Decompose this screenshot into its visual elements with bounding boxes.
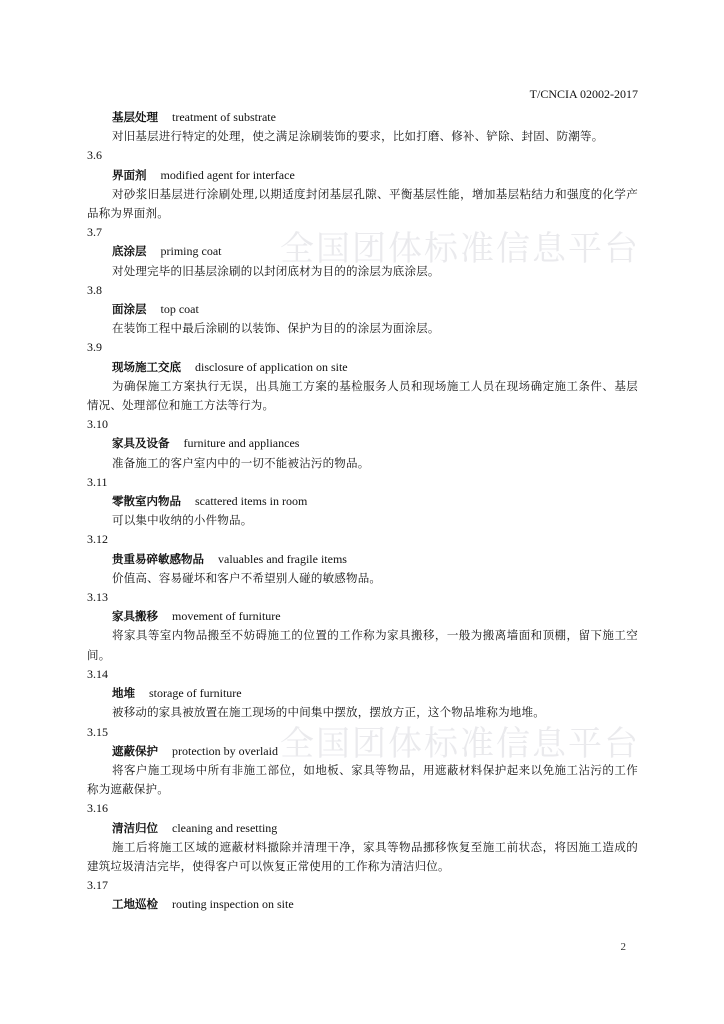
definition-entry [87, 338, 638, 415]
term-line [87, 300, 638, 319]
term-english: valuables and fragile items [218, 551, 347, 566]
definition-entry [87, 588, 638, 665]
page-number: 2 [620, 941, 626, 953]
term-line [87, 742, 638, 761]
definition-entry [87, 723, 638, 800]
term-definition: 将家具等室内物品搬至不妨碍施工的位置的工作称为家具搬移，一般为搬离墙面和顶棚，留下施工空间。 [87, 628, 638, 662]
term-definition: 对旧基层进行特定的处理，使之满足涂刷装饰的要求，比如打磨、修补、铲除、封固、防潮等。 [112, 129, 604, 144]
definition-entry [87, 530, 638, 588]
term-definition: 价值高、容易碰坏和客户不希望别人碰的敏感物品。 [112, 570, 382, 585]
term-chinese: 贵重易碎敏感物品 [112, 551, 204, 566]
clause-number: 3.8 [87, 282, 102, 297]
term-definition: 为确保施工方案执行无误，出具施工方案的基检服务人员和现场施工人员在现场确定施工条件、基层情况、处理部位和施工方法等行为。 [87, 378, 638, 413]
term-english: cleaning and resetting [172, 820, 278, 835]
term-definition: 对砂浆旧基层进行涂刷处理,以期适度封闭基层孔隙、平衡基层性能，增加基层粘结力和强度的化学产品称为界面剂。 [87, 186, 638, 221]
term-definition: 在装饰工程中最后涂刷的以装饰、保护为目的的涂层为面涂层。 [112, 321, 440, 336]
term-definition: 可以集中收纳的小件物品。 [112, 513, 253, 528]
clause-number: 3.14 [87, 666, 108, 681]
term-chinese: 底涂层 [112, 244, 147, 259]
term-definition: 将客户施工现场中所有非施工部位，如地板、家具等物品，用遮蔽材料保护起来以免施工沾污的工作称为遮蔽保护。 [87, 762, 638, 797]
clause-number: 3.13 [87, 590, 108, 605]
clause-number: 3.7 [87, 225, 102, 240]
document-code: T/CNCIA 02002-2017 [529, 87, 638, 101]
term-chinese: 家具及设备 [112, 436, 170, 451]
term-chinese: 基层处理 [112, 110, 158, 124]
definition-entry [87, 223, 638, 281]
term-english: modified agent for interface [160, 167, 295, 182]
term-chinese: 面涂层 [112, 302, 147, 317]
term-chinese: 遮蔽保护 [112, 743, 158, 758]
term-chinese: 清洁归位 [112, 820, 158, 835]
term-line [87, 607, 638, 626]
definitions-list [87, 108, 638, 915]
term-chinese: 工地巡检 [112, 897, 158, 912]
term-chinese: 现场施工交底 [112, 359, 181, 374]
term-line [87, 434, 638, 453]
clause-number: 3.11 [87, 474, 108, 489]
term-english: storage of furniture [149, 686, 242, 701]
definition-entry [87, 108, 638, 146]
term-chinese: 界面剂 [112, 167, 147, 182]
term-chinese: 地堆 [112, 686, 135, 701]
term-english: routing inspection on site [172, 897, 294, 912]
term-line [87, 895, 638, 914]
term-line [87, 684, 638, 703]
clause-number: 3.6 [87, 148, 102, 163]
definition-entry [87, 876, 638, 914]
term-definition: 对处理完毕的旧基层涂刷的以封闭底材为目的的涂层为底涂层。 [112, 263, 440, 278]
term-definition: 准备施工的客户室内中的一切不能被沾污的物品。 [112, 455, 370, 470]
term-line [87, 550, 638, 569]
term-english: furniture and appliances [183, 436, 300, 451]
term-line [87, 166, 638, 185]
term-line [87, 492, 638, 511]
clause-number: 3.16 [87, 801, 108, 816]
term-chinese: 零散室内物品 [112, 494, 181, 509]
term-english: protection by overlaid [172, 743, 278, 758]
term-line [87, 358, 638, 377]
term-chinese: 家具搬移 [112, 609, 158, 624]
clause-number: 3.12 [87, 532, 108, 547]
definition-entry [87, 146, 638, 223]
clause-number: 3.15 [87, 724, 108, 739]
clause-number: 3.10 [87, 417, 108, 432]
term-english: top coat [160, 302, 199, 317]
clause-number: 3.9 [87, 340, 102, 355]
term-line [87, 819, 638, 838]
clause-number: 3.17 [87, 878, 108, 893]
definition-entry [87, 665, 638, 723]
watermark: 全国团体标准信息平台 [280, 229, 640, 269]
term-english: treatment of substrate [172, 110, 276, 124]
definition-entry [87, 473, 638, 531]
term-english: scattered items in room [195, 494, 308, 509]
term-definition: 被移动的家具被放置在施工现场的中间集中摆放，摆放方正，这个物品堆称为地堆。 [112, 705, 545, 720]
term-english: movement of furniture [172, 609, 281, 624]
term-english: priming coat [160, 244, 222, 259]
definition-entry [87, 415, 638, 473]
definition-entry [87, 281, 638, 339]
term-line [87, 242, 638, 261]
term-definition: 施工后将施工区域的遮蔽材料撤除并清理干净，家具等物品挪移恢复至施工前状态，将因施工造成的建筑垃圾清洁完毕，使得客户可以恢复正常使用的工作称为清洁归位。 [87, 839, 638, 873]
term-english: disclosure of application on site [195, 359, 348, 374]
definition-entry [87, 799, 638, 876]
watermark: 全国团体标准信息平台 [280, 724, 640, 764]
term-line [87, 108, 638, 127]
